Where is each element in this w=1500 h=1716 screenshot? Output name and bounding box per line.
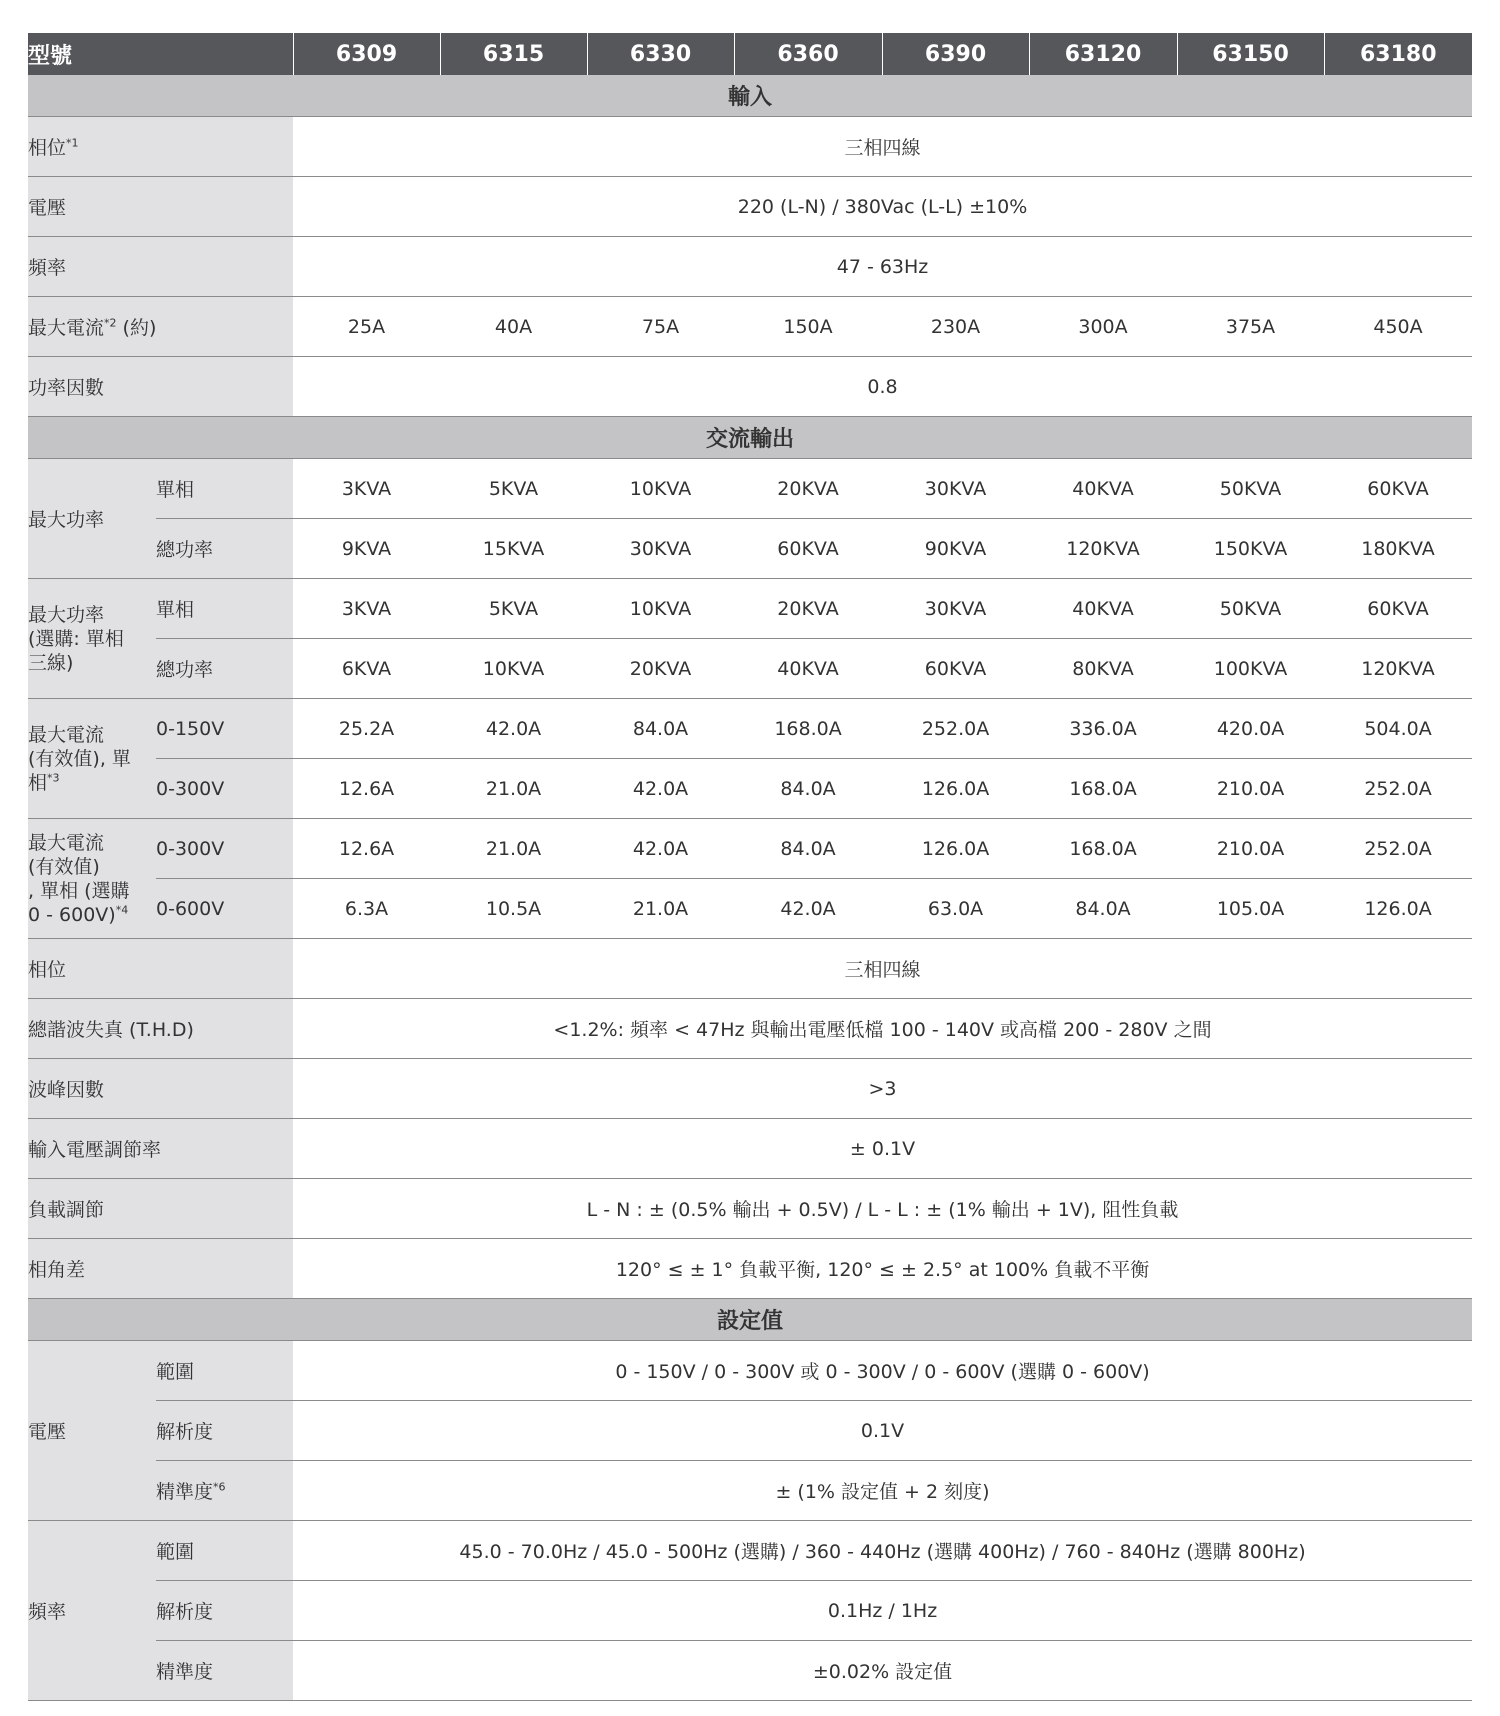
max-power-opt-single-cell: 30KVA <box>882 579 1029 639</box>
row-max-current-opt-600 <box>28 879 1472 939</box>
max-power-single-cell: 20KVA <box>734 459 882 519</box>
row-max-current-opt-300 <box>28 819 1472 879</box>
input-current-cell: 25A <box>293 297 440 357</box>
max-current-300-cell: 21.0A <box>440 759 587 819</box>
row-max-power-total <box>28 519 1472 579</box>
max-current-opt-600-cell: 10.5A <box>440 879 587 939</box>
max-current-opt-300-cell: 12.6A <box>293 819 440 879</box>
crest-label: 波峰因數 <box>28 1059 293 1119</box>
phase-angle-label: 相角差 <box>28 1239 293 1299</box>
model-6330: 6330 <box>587 33 734 75</box>
input-current-cell: 75A <box>587 297 734 357</box>
row-input-frequency <box>28 237 1472 297</box>
row-input-max-current <box>28 297 1472 357</box>
row-crest <box>28 1059 1472 1119</box>
row-max-current-300 <box>28 759 1472 819</box>
set-voltage-range-value: 0 - 150V / 0 - 300V 或 0 - 300V / 0 - 600V (選購 0 - 600V) <box>293 1341 1472 1401</box>
input-current-cell: 450A <box>1324 297 1472 357</box>
max-power-opt-single-cell: 10KVA <box>587 579 734 639</box>
row-max-power-opt-total <box>28 639 1472 699</box>
set-voltage-resolution-label: 解析度 <box>156 1401 293 1461</box>
spec-table <box>28 33 1472 1701</box>
max-power-opt-total-cell: 20KVA <box>587 639 734 699</box>
max-current-opt-300-cell: 168.0A <box>1029 819 1177 879</box>
row-set-voltage-range <box>28 1341 1472 1401</box>
max-current-150-cell: 84.0A <box>587 699 734 759</box>
line-reg-value: ± 0.1V <box>293 1119 1472 1179</box>
input-current-cell: 230A <box>882 297 1029 357</box>
max-current-150-cell: 252.0A <box>882 699 1029 759</box>
line-reg-label: 輸入電壓調節率 <box>28 1119 293 1179</box>
row-line-regulation <box>28 1119 1472 1179</box>
max-power-opt-single-cell: 20KVA <box>734 579 882 639</box>
max-power-single-cell: 50KVA <box>1177 459 1324 519</box>
max-power-total-cell: 180KVA <box>1324 519 1472 579</box>
input-current-cell: 300A <box>1029 297 1177 357</box>
row-input-phase <box>28 117 1472 177</box>
input-current-cell: 150A <box>734 297 882 357</box>
input-frequency-label: 頻率 <box>28 237 293 297</box>
row-output-phase <box>28 939 1472 999</box>
max-current-opt-300-cell: 252.0A <box>1324 819 1472 879</box>
max-power-opt-single-label: 單相 <box>156 579 293 639</box>
row-max-current-150 <box>28 699 1472 759</box>
max-power-opt-total-cell: 120KVA <box>1324 639 1472 699</box>
max-current-opt-300-cell: 126.0A <box>882 819 1029 879</box>
section-settings-title: 設定值 <box>28 1299 1472 1341</box>
row-set-frequency-range <box>28 1521 1472 1581</box>
row-phase-angle <box>28 1239 1472 1299</box>
max-power-opt-total-cell: 100KVA <box>1177 639 1324 699</box>
max-current-150-cell: 25.2A <box>293 699 440 759</box>
set-frequency-accuracy-value: ±0.02% 設定值 <box>293 1641 1472 1701</box>
model-63120: 63120 <box>1029 33 1177 75</box>
max-current-300-cell: 42.0A <box>587 759 734 819</box>
set-voltage-label: 電壓 <box>28 1341 156 1521</box>
model-6390: 6390 <box>882 33 1029 75</box>
section-input <box>28 75 1472 117</box>
input-current-cell: 375A <box>1177 297 1324 357</box>
max-power-opt-total-cell: 10KVA <box>440 639 587 699</box>
set-frequency-range-label: 範圍 <box>156 1521 293 1581</box>
max-power-total-cell: 60KVA <box>734 519 882 579</box>
section-ac-output <box>28 417 1472 459</box>
set-voltage-accuracy-value: ± (1% 設定值 + 2 刻度) <box>293 1461 1472 1521</box>
max-current-rms-opt-label: 最大電流 (有效值) , 單相 (選購 0 - 600V)$^{*4}$ <box>28 819 156 939</box>
input-pf-label: 功率因數 <box>28 357 293 417</box>
max-power-total-cell: 120KVA <box>1029 519 1177 579</box>
row-max-power-opt-single <box>28 579 1472 639</box>
max-power-total-cell: 150KVA <box>1177 519 1324 579</box>
max-power-single-cell: 40KVA <box>1029 459 1177 519</box>
max-current-150-cell: 504.0A <box>1324 699 1472 759</box>
max-power-opt-single-cell: 5KVA <box>440 579 587 639</box>
max-current-300-cell: 210.0A <box>1177 759 1324 819</box>
output-phase-value: 三相四線 <box>293 939 1472 999</box>
section-ac-output-title: 交流輸出 <box>28 417 1472 459</box>
max-power-opt-single-cell: 60KVA <box>1324 579 1472 639</box>
max-power-single-cell: 30KVA <box>882 459 1029 519</box>
set-frequency-resolution-label: 解析度 <box>156 1581 293 1641</box>
set-voltage-resolution-value: 0.1V <box>293 1401 1472 1461</box>
max-current-opt-300-cell: 21.0A <box>440 819 587 879</box>
max-current-opt-600-cell: 126.0A <box>1324 879 1472 939</box>
max-power-total-cell: 15KVA <box>440 519 587 579</box>
thd-value: <1.2%: 頻率 < 47Hz 與輸出電壓低檔 100 - 140V 或高檔 200 - 280V 之間 <box>293 999 1472 1059</box>
model-63180: 63180 <box>1324 33 1472 75</box>
max-power-opt-total-cell: 80KVA <box>1029 639 1177 699</box>
set-frequency-accuracy-label: 精準度 <box>156 1641 293 1701</box>
row-set-voltage-accuracy <box>28 1461 1472 1521</box>
row-input-voltage <box>28 177 1472 237</box>
max-current-opt-600-cell: 6.3A <box>293 879 440 939</box>
max-current-opt-600-label: 0-600V <box>156 879 293 939</box>
max-current-300-cell: 252.0A <box>1324 759 1472 819</box>
row-load-regulation <box>28 1179 1472 1239</box>
phase-angle-value: 120° ≤ ± 1° 負載平衡, 120° ≤ ± 2.5° at 100% 負載不平衡 <box>293 1239 1472 1299</box>
max-power-opt-label: 最大功率 (選購: 單相 三線) <box>28 579 156 699</box>
set-frequency-range-value: 45.0 - 70.0Hz / 45.0 - 500Hz (選購) / 360 - 440Hz (選購 400Hz) / 760 - 840Hz (選購 800Hz) <box>293 1521 1472 1581</box>
section-input-title: 輸入 <box>28 75 1472 117</box>
max-power-opt-total-cell: 40KVA <box>734 639 882 699</box>
row-max-power-single <box>28 459 1472 519</box>
max-current-opt-300-label: 0-300V <box>156 819 293 879</box>
max-power-single-cell: 5KVA <box>440 459 587 519</box>
max-current-150-cell: 168.0A <box>734 699 882 759</box>
max-current-rms-label: 最大電流 (有效值), 單 相$^{*3}$ <box>28 699 156 819</box>
input-pf-value: 0.8 <box>293 357 1472 417</box>
section-settings <box>28 1299 1472 1341</box>
max-power-opt-total-cell: 60KVA <box>882 639 1029 699</box>
row-thd <box>28 999 1472 1059</box>
output-phase-label: 相位 <box>28 939 293 999</box>
input-current-cell: 40A <box>440 297 587 357</box>
max-power-opt-total-label: 總功率 <box>156 639 293 699</box>
max-current-150-cell: 420.0A <box>1177 699 1324 759</box>
max-power-total-cell: 9KVA <box>293 519 440 579</box>
max-current-opt-600-cell: 63.0A <box>882 879 1029 939</box>
max-power-single-label: 單相 <box>156 459 293 519</box>
max-current-opt-300-cell: 210.0A <box>1177 819 1324 879</box>
max-power-opt-single-cell: 50KVA <box>1177 579 1324 639</box>
input-phase-value: 三相四線 <box>293 117 1472 177</box>
model-63150: 63150 <box>1177 33 1324 75</box>
max-power-single-cell: 3KVA <box>293 459 440 519</box>
model-6360: 6360 <box>734 33 882 75</box>
row-set-frequency-resolution <box>28 1581 1472 1641</box>
thd-label: 總諧波失真 (T.H.D) <box>28 999 293 1059</box>
max-current-opt-600-cell: 42.0A <box>734 879 882 939</box>
max-current-300-cell: 84.0A <box>734 759 882 819</box>
set-voltage-accuracy-label: 精準度$^{*6}$ <box>156 1461 293 1521</box>
max-current-300-label: 0-300V <box>156 759 293 819</box>
max-power-total-label: 總功率 <box>156 519 293 579</box>
model-label: 型號 <box>28 33 293 75</box>
max-power-opt-total-cell: 6KVA <box>293 639 440 699</box>
load-reg-label: 負載調節 <box>28 1179 293 1239</box>
row-set-frequency-accuracy <box>28 1641 1472 1701</box>
model-6315: 6315 <box>440 33 587 75</box>
max-current-300-cell: 126.0A <box>882 759 1029 819</box>
max-power-total-cell: 90KVA <box>882 519 1029 579</box>
row-set-voltage-resolution <box>28 1401 1472 1461</box>
load-reg-value: L - N : ± (0.5% 輸出 + 0.5V) / L - L : ± (1% 輸出 + 1V), 阻性負載 <box>293 1179 1472 1239</box>
max-current-300-cell: 12.6A <box>293 759 440 819</box>
set-voltage-range-label: 範圍 <box>156 1341 293 1401</box>
max-current-opt-300-cell: 84.0A <box>734 819 882 879</box>
input-phase-label: 相位$^{*1}$ <box>28 117 293 177</box>
max-power-single-cell: 10KVA <box>587 459 734 519</box>
max-current-opt-600-cell: 21.0A <box>587 879 734 939</box>
input-max-current-label: 最大電流$^{*2}$ (約) <box>28 297 293 357</box>
max-current-150-cell: 42.0A <box>440 699 587 759</box>
set-frequency-label: 頻率 <box>28 1521 156 1701</box>
model-6309: 6309 <box>293 33 440 75</box>
max-current-300-cell: 168.0A <box>1029 759 1177 819</box>
max-power-opt-single-cell: 40KVA <box>1029 579 1177 639</box>
header-row <box>28 33 1472 75</box>
max-current-opt-300-cell: 42.0A <box>587 819 734 879</box>
max-power-total-cell: 30KVA <box>587 519 734 579</box>
set-frequency-resolution-value: 0.1Hz / 1Hz <box>293 1581 1472 1641</box>
input-voltage-value: 220 (L-N) / 380Vac (L-L) ±10% <box>293 177 1472 237</box>
max-power-label: 最大功率 <box>28 459 156 579</box>
input-voltage-label: 電壓 <box>28 177 293 237</box>
crest-value: >3 <box>293 1059 1472 1119</box>
input-frequency-value: 47 - 63Hz <box>293 237 1472 297</box>
max-current-150-cell: 336.0A <box>1029 699 1177 759</box>
max-current-opt-600-cell: 105.0A <box>1177 879 1324 939</box>
row-input-power-factor <box>28 357 1472 417</box>
max-power-single-cell: 60KVA <box>1324 459 1472 519</box>
max-power-opt-single-cell: 3KVA <box>293 579 440 639</box>
max-current-150-label: 0-150V <box>156 699 293 759</box>
max-current-opt-600-cell: 84.0A <box>1029 879 1177 939</box>
